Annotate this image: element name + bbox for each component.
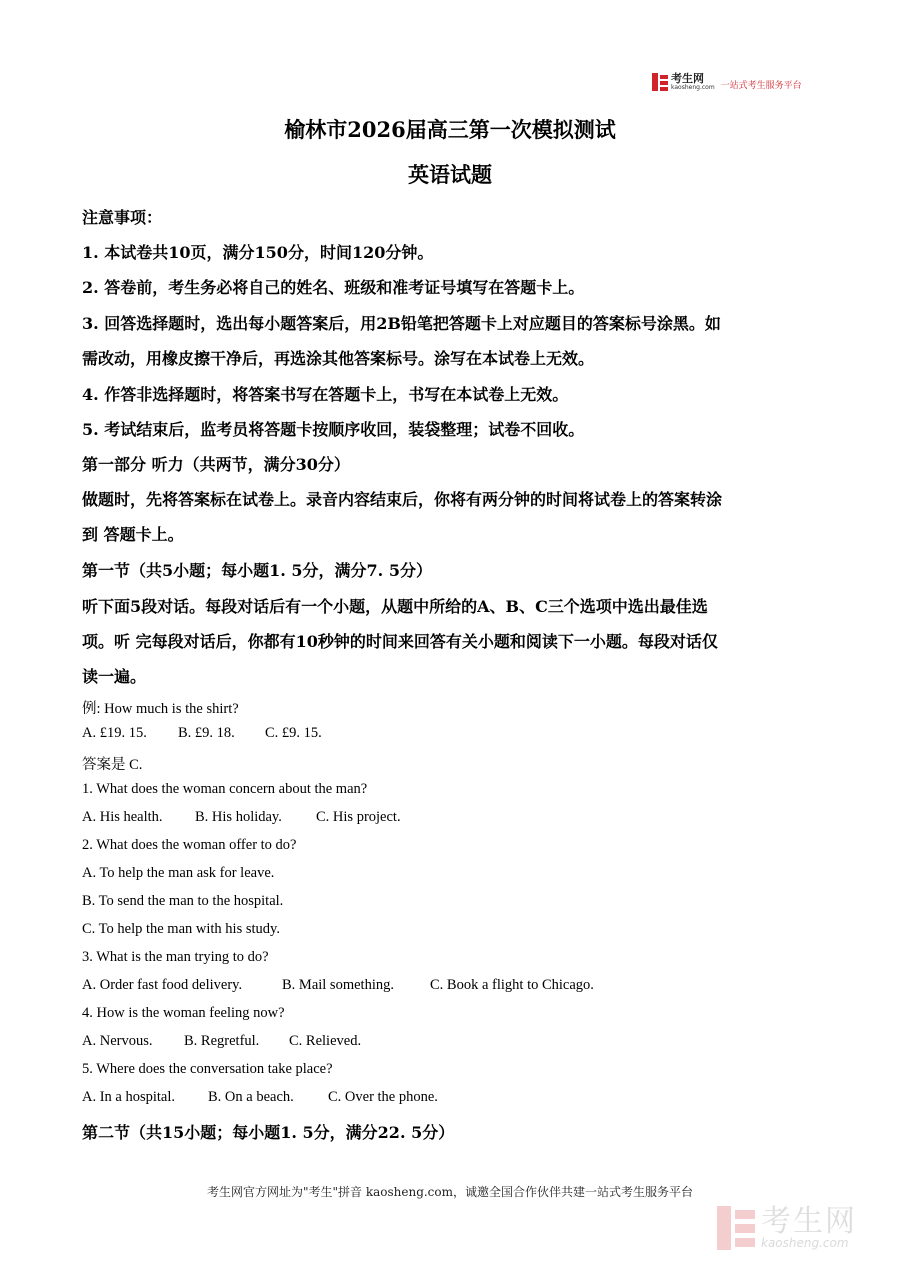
note-4: 4. 作答非选择题时，将答案书写在答题卡上，书写在本试卷上无效。	[82, 385, 569, 404]
q3-option-a: A. Order fast food delivery.	[82, 977, 243, 993]
subject-title: 英语试题	[408, 162, 492, 187]
exam-title: 榆林市2026届高三第一次模拟测试	[284, 117, 616, 142]
section1-desc-a: 听下面5段对话。每段对话后有一个小题，从题中所给的A、B、C三个选项中选出最佳选	[82, 597, 708, 616]
q4-option-a: A. Nervous.	[82, 1033, 153, 1049]
page-footer: 考生网官方网址为"考生"拼音 kaosheng.com，诚邀全国合作伙伴共建一站式考生服务平台	[206, 1185, 694, 1199]
section1-desc-c: 读一遍。	[82, 667, 147, 686]
question-5-options	[82, 1089, 438, 1106]
watermark-icon	[717, 1204, 757, 1252]
q1-option-b: B. His holiday.	[195, 809, 282, 825]
question-5: 5. Where does the conversation take place?	[82, 1061, 333, 1077]
example-option-c: C. £9. 15.	[265, 725, 322, 741]
q4-option-b: B. Regretful.	[184, 1033, 260, 1049]
watermark-name: 考生网	[761, 1204, 857, 1239]
question-3: 3. What is the man trying to do?	[82, 949, 269, 965]
part1-heading: 第一部分 听力（共两节，满分30分）	[82, 455, 350, 474]
example-option-b: B. £9. 18.	[178, 725, 235, 741]
logo-domain: kaosheng.com	[671, 83, 715, 91]
question-4: 4. How is the woman feeling now?	[82, 1005, 285, 1021]
logo-name: 考生网	[671, 71, 704, 85]
note-1: 1. 本试卷共10页，满分150分，时间120分钟。	[82, 243, 434, 262]
q3-option-b: B. Mail something.	[282, 977, 394, 993]
example-question: 例: How much is the shirt?	[82, 701, 239, 717]
question-2: 2. What does the woman offer to do?	[82, 837, 297, 853]
q5-option-a: A. In a hospital.	[82, 1089, 176, 1105]
q2-option-a: A. To help the man ask for leave.	[82, 865, 275, 881]
watermark-logo	[717, 1204, 857, 1252]
q5-option-c: C. Over the phone.	[328, 1089, 438, 1105]
q4-option-c: C. Relieved.	[289, 1033, 362, 1049]
note-3a: 3. 回答选择题时，选出每小题答案后，用2B铅笔把答题卡上对应题目的答案标号涂黑。如	[82, 314, 721, 333]
section1-heading: 第一节（共5小题；每小题1. 5分，满分7. 5分）	[82, 561, 432, 580]
section1-desc-b: 项。听 完每段对话后，你都有10秒钟的时间来回答有关小题和阅读下一小题。每段对话仅	[82, 632, 718, 651]
note-2: 2. 答卷前，考生务必将自己的姓名、班级和准考证号填写在答题卡上。	[82, 278, 585, 297]
watermark-domain: kaosheng.com	[761, 1236, 849, 1250]
part1-desc-b: 到 答题卡上。	[82, 525, 184, 544]
example-options	[82, 725, 322, 742]
question-3-options	[82, 977, 594, 994]
example-answer: 答案是 C.	[82, 757, 143, 773]
logo-icon	[652, 73, 668, 91]
q1-option-a: A. His health.	[82, 809, 163, 825]
section2-heading: 第二节（共15小题；每小题1. 5分，满分22. 5分）	[82, 1123, 455, 1142]
example-option-a: A. £19. 15.	[82, 725, 147, 741]
q1-option-c: C. His project.	[316, 809, 401, 825]
note-5: 5. 考试结束后，监考员将答题卡按顺序收回，装袋整理；试卷不回收。	[82, 420, 585, 439]
q3-option-c: C. Book a flight to Chicago.	[430, 977, 594, 993]
question-4-options	[82, 1033, 361, 1050]
brand-logo	[652, 72, 802, 91]
part1-desc-a: 做题时，先将答案标在试卷上。录音内容结束后，你将有两分钟的时间将试卷上的答案转涂	[82, 490, 723, 509]
logo-slogan: 一站式考生服务平台	[720, 81, 802, 91]
notes-heading: 注意事项：	[82, 208, 163, 227]
question-1: 1. What does the woman concern about the man?	[82, 781, 368, 797]
note-3b: 需改动，用橡皮擦干净后，再选涂其他答案标号。涂写在本试卷上无效。	[82, 349, 595, 368]
q2-option-c: C. To help the man with his study.	[82, 921, 280, 937]
question-1-options	[82, 809, 401, 826]
q5-option-b: B. On a beach.	[208, 1089, 294, 1105]
q2-option-b: B. To send the man to the hospital.	[82, 893, 284, 909]
